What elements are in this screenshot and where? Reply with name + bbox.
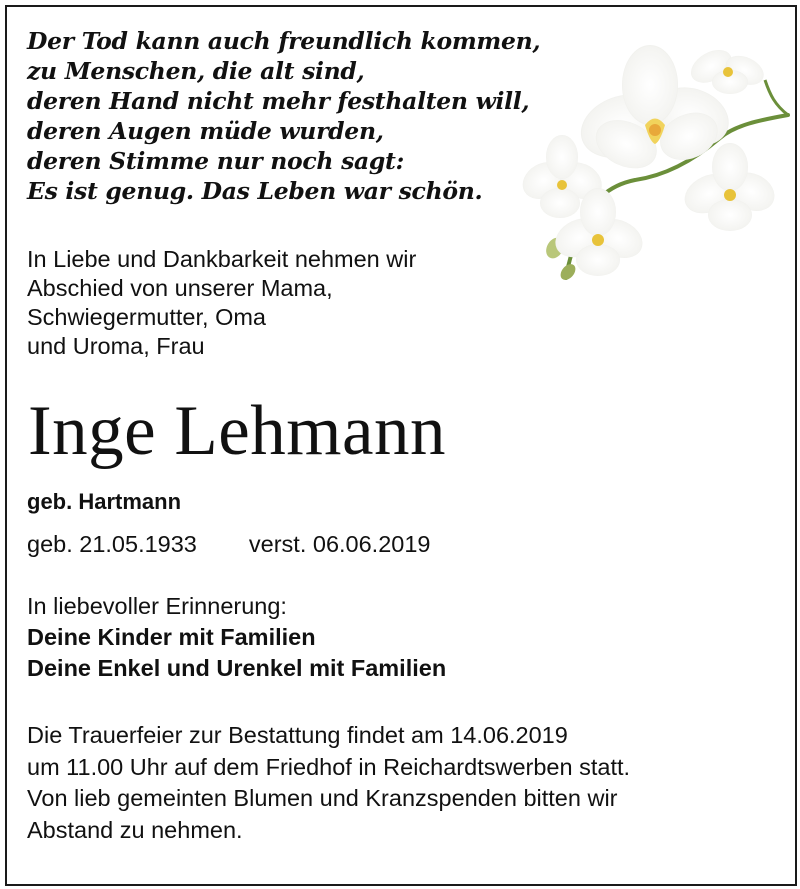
intro-line: Abschied von unserer Mama, — [27, 275, 333, 301]
deceased-name: Inge Lehmann — [28, 392, 447, 470]
poem — [27, 26, 540, 206]
maiden-name: geb. Hartmann — [27, 489, 182, 514]
poem-line: deren Hand nicht mehr festhalten will, — [27, 87, 530, 115]
funeral-line: Von lieb gemeinten Blumen und Kranzspenden bitten wir — [27, 785, 618, 811]
poem-line: deren Stimme nur noch sagt: — [27, 147, 404, 175]
mourner-line: Deine Enkel und Urenkel mit Familien — [27, 655, 447, 681]
intro-line: Schwiegermutter, Oma — [27, 304, 267, 330]
funeral-line: Die Trauerfeier zur Bestattung findet am 14.06.2019 — [27, 722, 568, 748]
funeral-notice — [27, 720, 630, 846]
intro-line: In Liebe und Dankbarkeit nehmen wir — [27, 246, 417, 272]
intro-line: und Uroma, Frau — [27, 333, 205, 359]
mourners-block — [27, 591, 446, 684]
funeral-line: Abstand zu nehmen. — [27, 816, 243, 843]
intro-text — [27, 245, 416, 361]
poem-line: zu Menschen, die alt sind, — [27, 57, 365, 85]
orchid-icon — [520, 20, 795, 295]
memory-intro: In liebevoller Erinnerung: — [27, 593, 287, 619]
poem-line: Es ist genug. Das Leben war schön. — [27, 177, 483, 205]
life-dates — [27, 528, 431, 560]
poem-line: deren Augen müde wurden, — [27, 117, 384, 145]
mourner-line: Deine Kinder mit Familien — [27, 624, 316, 650]
poem-line: Der Tod kann auch freundlich kommen, — [27, 27, 541, 55]
birth-date: geb. 21.05.1933 — [27, 531, 197, 557]
death-date: verst. 06.06.2019 — [248, 531, 431, 557]
funeral-line: um 11.00 Uhr auf dem Friedhof in Reichardtswerben statt. — [27, 753, 631, 780]
